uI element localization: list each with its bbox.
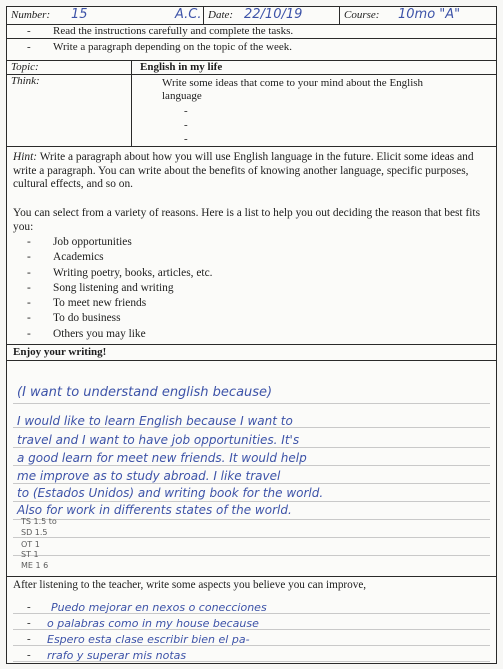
writing-line: to (Estados Unidos) and writing book for the world.	[17, 486, 324, 500]
topic-value: English in my life	[140, 61, 223, 73]
instruction-1: Read the instructions carefully and complete the tasks.	[53, 25, 294, 37]
instruction-row-2	[7, 39, 496, 61]
reason-item	[27, 266, 213, 281]
date-value: 22/10/19	[244, 7, 303, 22]
student-initials: A.C.	[175, 7, 202, 22]
think-label-cell	[7, 75, 131, 146]
think-prompt: Write some ideas that come to your mind about the English language	[162, 77, 424, 102]
reasons-list	[27, 235, 213, 342]
writing-line: a good learn for meet new friends. It would help	[17, 451, 307, 465]
date-label: Date:	[208, 9, 234, 21]
writing-area	[7, 361, 496, 577]
instruction-dash: -	[27, 25, 31, 37]
think-bullet: -	[184, 105, 188, 117]
score-line: TS 1.5 to	[21, 517, 57, 526]
course-label: Course:	[344, 9, 380, 21]
hint-text: Write a paragraph about how you will use English language in the future. Elicit some ideas and write a paragraph. You can write about the benefits of knowing another language, specific purposes, cultural effects, and so on.	[13, 151, 474, 190]
ruled-line	[13, 465, 490, 466]
worksheet	[6, 6, 497, 664]
improve-section	[7, 577, 496, 665]
improve-answer: rrafo y superar mis notas	[47, 649, 187, 662]
writing-title: (I want to understand english because)	[17, 385, 273, 400]
reason-text: Job opportunities	[53, 236, 132, 248]
number-label: Number:	[11, 9, 51, 21]
writing-line: I would like to learn English because I want to	[17, 414, 293, 428]
reason-text: Writing poetry, books, articles, etc.	[53, 266, 213, 279]
instruction-dash: -	[27, 41, 31, 53]
enjoy-heading: Enjoy your writing!	[13, 346, 107, 358]
reason-item	[27, 250, 213, 265]
reason-dash: -	[27, 281, 31, 294]
think-row	[7, 75, 496, 147]
hint-paragraph	[13, 151, 494, 192]
reason-dash: -	[27, 236, 31, 248]
hint-section	[7, 147, 496, 345]
improve-answer: Espero esta clase escribir bien el pa-	[47, 633, 250, 646]
think-label: Think:	[11, 75, 40, 87]
writing-line: me improve as to study abroad. I like travel	[17, 469, 281, 483]
think-content-cell	[131, 75, 496, 146]
course-value: 10mo "A"	[398, 7, 461, 22]
reason-dash: -	[27, 251, 31, 264]
reason-text: Academics	[53, 251, 104, 264]
ruled-line	[13, 501, 490, 502]
hint-label: Hint:	[13, 151, 38, 163]
instruction-2: Write a paragraph depending on the topic of the week.	[53, 41, 293, 53]
topic-value-cell	[131, 61, 496, 74]
reason-item	[27, 235, 213, 250]
score-line: ME 1 6	[21, 561, 49, 570]
improve-answer: Puedo mejorar en nexos o conecciones	[51, 601, 267, 614]
ruled-line	[13, 447, 490, 448]
topic-row	[7, 61, 496, 75]
topic-label: Topic:	[11, 61, 39, 73]
score-line: ST 1	[21, 550, 39, 559]
reason-dash: -	[27, 312, 31, 325]
reason-dash: -	[27, 297, 31, 310]
reason-text: Song listening and writing	[53, 281, 174, 294]
writing-line: Also for work in differents states of the world.	[17, 503, 292, 517]
reason-item	[27, 311, 213, 326]
reason-text: To do business	[53, 312, 121, 325]
reason-item	[27, 296, 213, 311]
date-cell	[203, 7, 339, 24]
ruled-line	[13, 537, 490, 538]
ruled-line	[13, 403, 490, 404]
improve-answer: o palabras como in my house because	[47, 617, 259, 630]
reason-item	[27, 327, 213, 342]
improve-dash: -	[27, 601, 31, 613]
think-bullet: -	[184, 133, 188, 145]
improve-dash: -	[27, 617, 31, 629]
enjoy-row	[7, 345, 496, 361]
number-value: 15	[71, 7, 88, 22]
improve-dash: -	[27, 633, 31, 645]
reasons-intro: You can select from a variety of reasons. Here is a list to help you out deciding the reason that best fits you:	[13, 207, 481, 233]
reason-item	[27, 281, 213, 296]
score-line: SD 1.5	[21, 528, 48, 537]
reason-dash: -	[27, 266, 31, 279]
improve-prompt: After listening to the teacher, write some aspects you believe you can improve,	[13, 579, 367, 591]
number-cell	[7, 7, 203, 24]
reason-dash: -	[27, 327, 31, 340]
ruled-line	[13, 555, 490, 556]
improve-dash: -	[27, 649, 31, 661]
think-bullet: -	[184, 119, 188, 131]
reason-text: To meet new friends	[53, 297, 147, 310]
header-row	[7, 7, 496, 25]
score-line: OT 1	[21, 540, 40, 549]
instruction-row-1	[7, 25, 496, 39]
reason-text: Others you may like	[53, 327, 146, 340]
ruled-line	[13, 519, 490, 520]
writing-line: travel and I want to have job opportunities. It's	[17, 433, 300, 447]
course-cell	[339, 7, 496, 24]
topic-label-cell	[7, 61, 131, 74]
ruled-line	[13, 483, 490, 484]
